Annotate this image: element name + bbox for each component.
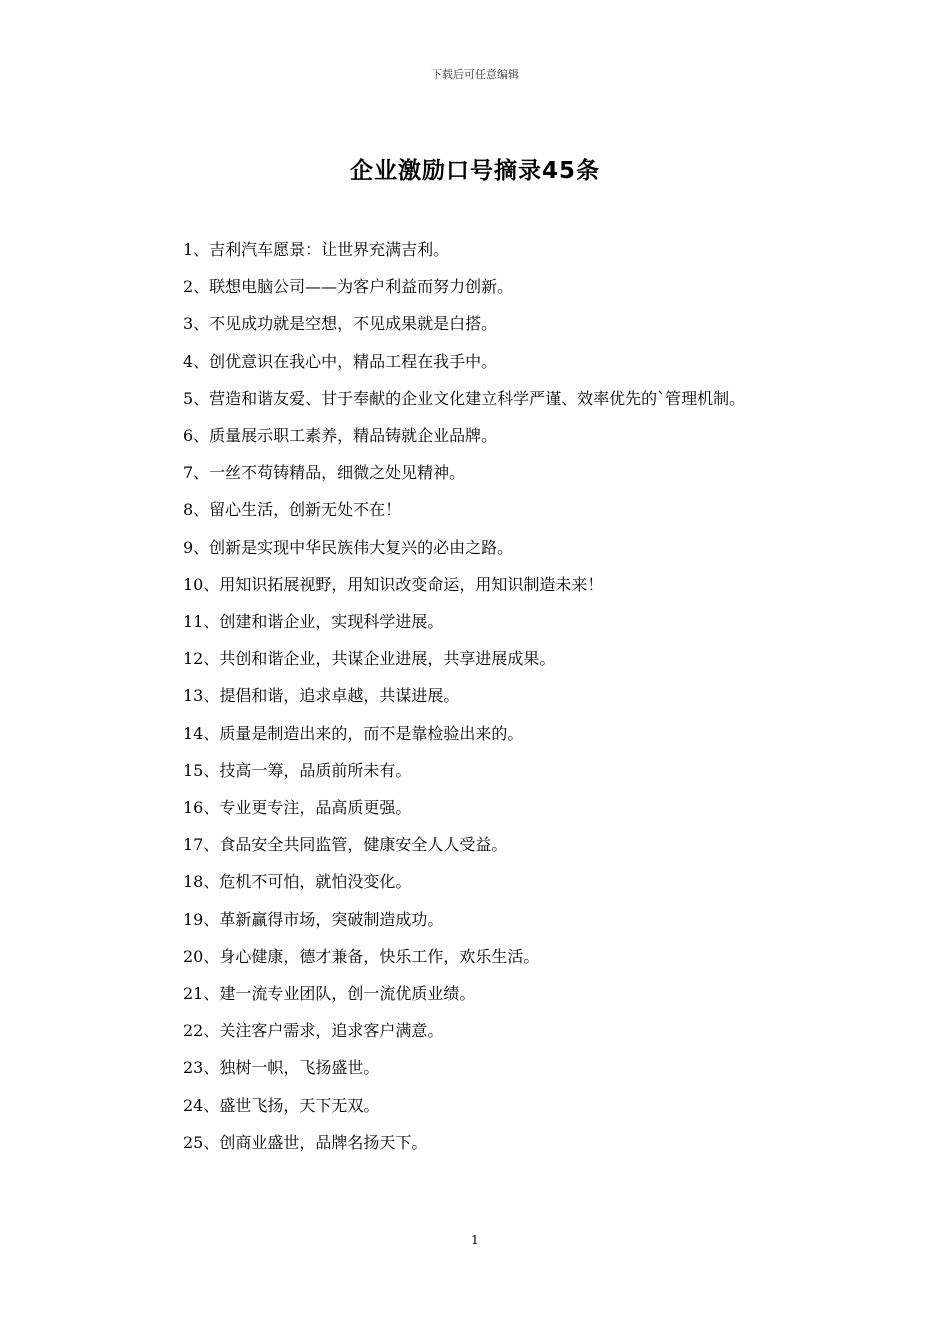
slogan-item: 18、危机不可怕，就怕没变化。 [183, 872, 412, 892]
page-number: 1 [471, 1233, 479, 1247]
slogan-item: 11、创建和谐企业，实现科学进展。 [183, 612, 444, 632]
document-title: 企业激励口号摘录45条 [349, 158, 600, 184]
slogan-item: 20、身心健康，德才兼备，快乐工作，欢乐生活。 [183, 946, 540, 966]
slogan-item: 10、用知识拓展视野，用知识改变命运，用知识制造未来！ [183, 574, 604, 594]
slogan-item: 25、创商业盛世，品牌名扬天下。 [183, 1132, 428, 1152]
slogan-item: 14、质量是制造出来的，而不是靠检验出来的。 [183, 723, 524, 743]
slogan-item: 8、留心生活，创新无处不在！ [183, 500, 402, 520]
slogan-item: 6、质量展示职工素养，精品铸就企业品牌。 [183, 426, 498, 446]
slogan-item: 24、盛世飞扬，天下无双。 [183, 1095, 380, 1115]
slogan-item: 16、专业更专注，品高质更强。 [183, 798, 412, 818]
slogan-item: 23、独树一帜，飞扬盛世。 [183, 1058, 380, 1078]
slogan-item: 4、创优意识在我心中，精品工程在我手中。 [183, 351, 498, 371]
slogan-list [145, 231, 813, 1161]
slogan-item: 17、食品安全共同监管，健康安全人人受益。 [183, 835, 508, 855]
page-header: 下载后可任意编辑 [431, 68, 519, 81]
slogan-item: 9、创新是实现中华民族伟大复兴的必由之路。 [183, 537, 514, 557]
slogan-item: 19、革新赢得市场，突破制造成功。 [183, 909, 444, 929]
slogan-item: 21、建一流专业团队，创一流优质业绩。 [183, 984, 476, 1004]
slogan-item: 12、共创和谐企业，共谋企业进展，共享进展成果。 [183, 649, 556, 669]
slogan-item: 13、提倡和谐，追求卓越，共谋进展。 [183, 686, 460, 706]
slogan-item: 22、关注客户需求，追求客户满意。 [183, 1021, 444, 1041]
slogan-item: 15、技高一筹，品质前所未有。 [183, 760, 412, 780]
slogan-item: 7、一丝不苟铸精品，细微之处见精神。 [183, 463, 466, 483]
slogan-item: 3、不见成功就是空想，不见成果就是白搭。 [183, 314, 498, 334]
slogan-item: 2、联想电脑公司——为客户利益而努力创新。 [183, 277, 514, 297]
slogan-item: 1、吉利汽车愿景：让世界充满吉利。 [183, 240, 450, 259]
slogan-item: 5、营造和谐友爱、甘于奉献的企业文化建立科学严谨、效率优先的`管理机制。 [183, 388, 746, 408]
